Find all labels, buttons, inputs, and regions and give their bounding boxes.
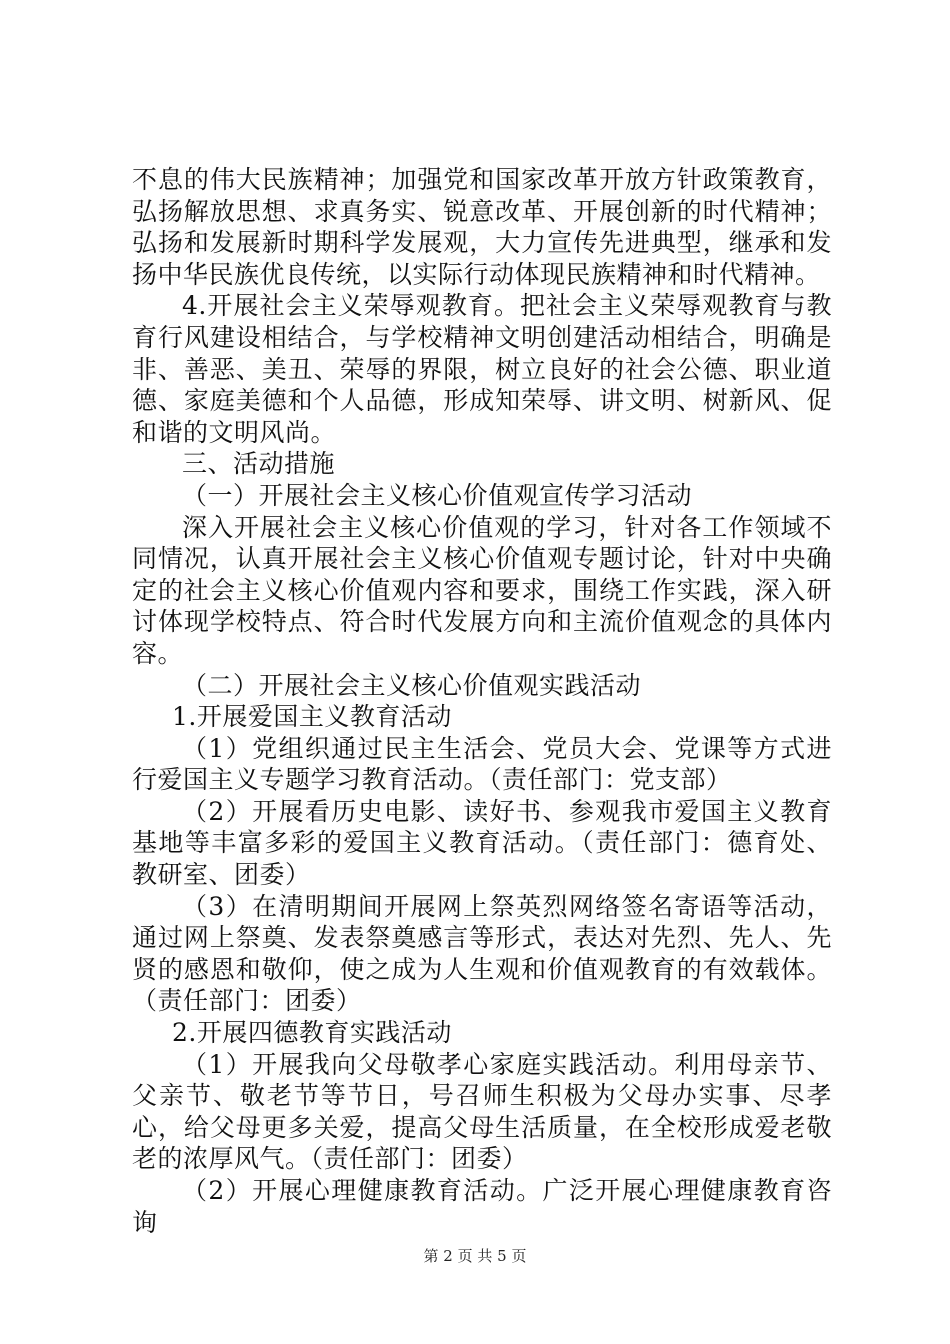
item-patriotic-education: 1.开展爱国主义教育活动 — [172, 702, 452, 732]
paragraph-national-spirit: 不息的伟大民族精神；加强党和国家改革开放方针政策教育，弘扬解放思想、求真务实、锐意改革、开展创新的时代精神；弘扬和发展新时期科学发展观，大力宣传先进典型，继承和发扬中华民族优良传统，以实际行动体现民族精神和时代精神。 — [132, 165, 832, 289]
item-mental-health: （2）开展心理健康教育活动。广泛开展心理健康教育咨询 — [132, 1176, 832, 1237]
item-party-organization: （1）党组织通过民主生活会、党员大会、党课等方式进行爱国主义专题学习教育活动。（责任部门：党支部） — [132, 733, 832, 795]
page-number-footer: 第 2 页 共 5 页 — [423, 1247, 527, 1265]
document-body — [132, 164, 832, 1238]
paragraph-honor-disgrace-education: 4.开展社会主义荣辱观教育。把社会主义荣辱观教育与教育行风建设相结合，与学校精神文明创建活动相结合，明确是非、善恶、美丑、荣辱的界限，树立良好的社会公德、职业道德、家庭美德和个人品德，形成知荣辱、讲文明、树新风、促和谐的文明风尚。 — [132, 291, 832, 447]
item-qingming-online: （3）在清明期间开展网上祭英烈网络签名寄语等活动，通过网上祭奠、发表祭奠感言等形式，表达对先烈、先人、先贤的感恩和敬仰，使之成为人生观和价值观教育的有效载体。（责任部门：团委） — [132, 891, 832, 1016]
subheading-publicity-study: （一）开展社会主义核心价值观宣传学习活动 — [182, 480, 693, 510]
paragraph-core-values-study: 深入开展社会主义核心价值观的学习，针对各工作领域不同情况，认真开展社会主义核心价值观专题讨论，针对中央确定的社会主义核心价值观内容和要求，围绕工作实践，深入研讨体现学校特点、符合时代发展方向和主流价值观念的具体内容。 — [132, 512, 832, 668]
section-heading-measures: 三、活动措施 — [182, 449, 336, 479]
item-filial-piety: （1）开展我向父母敬孝心家庭实践活动。利用母亲节、父亲节、敬老节等节日，号召师生积极为父母办实事、尽孝心，给父母更多关爱，提高父母生活质量，在全校形成爱老敬老的浓厚风气。（责任部门：团委） — [132, 1049, 832, 1174]
item-four-virtues: 2.开展四德教育实践活动 — [172, 1018, 452, 1048]
subheading-practice-activities: （二）开展社会主义核心价值观实践活动 — [182, 670, 642, 700]
item-history-films: （2）开展看历史电影、读好书、参观我市爱国主义教育基地等丰富多彩的爱国主义教育活动。（责任部门：德育处、教研室、团委） — [132, 796, 832, 890]
